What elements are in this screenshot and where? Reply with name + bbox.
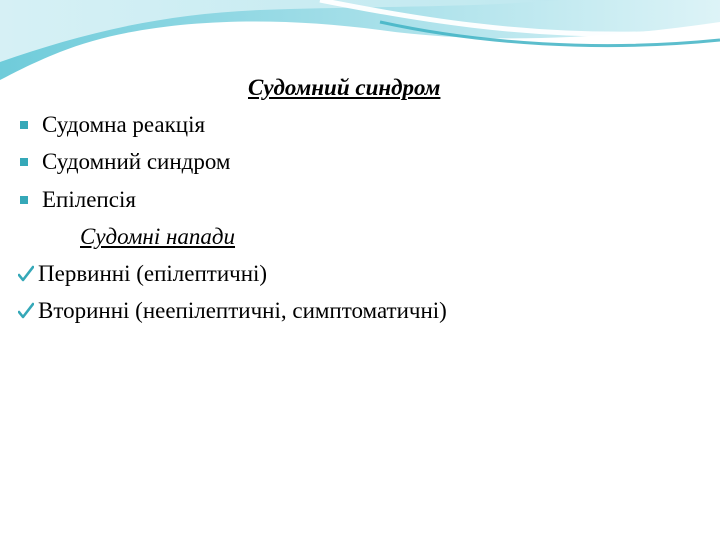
- bullet-text: Судомний синдром: [42, 149, 231, 174]
- bullet-item: [18, 111, 205, 139]
- slide-title: Судомний синдром: [248, 75, 441, 100]
- bullet-text: Судомна реакція: [42, 112, 206, 137]
- check-item: [18, 260, 267, 288]
- bullet-item: [18, 186, 136, 214]
- square-bullet-icon: [20, 121, 28, 129]
- bullet-text: Епілепсія: [42, 187, 136, 212]
- checkmark-icon: [18, 265, 34, 283]
- check-text: Первинні (епілептичні): [38, 261, 268, 286]
- subheading: Судомні напади: [80, 224, 236, 249]
- square-bullet-icon: [20, 196, 28, 204]
- square-bullet-icon: [20, 158, 28, 166]
- check-text: Вторинні (неепілептичні, симптоматичні): [38, 298, 447, 323]
- bullet-item: [18, 148, 230, 176]
- checkmark-icon: [18, 302, 34, 320]
- check-item: [18, 297, 447, 325]
